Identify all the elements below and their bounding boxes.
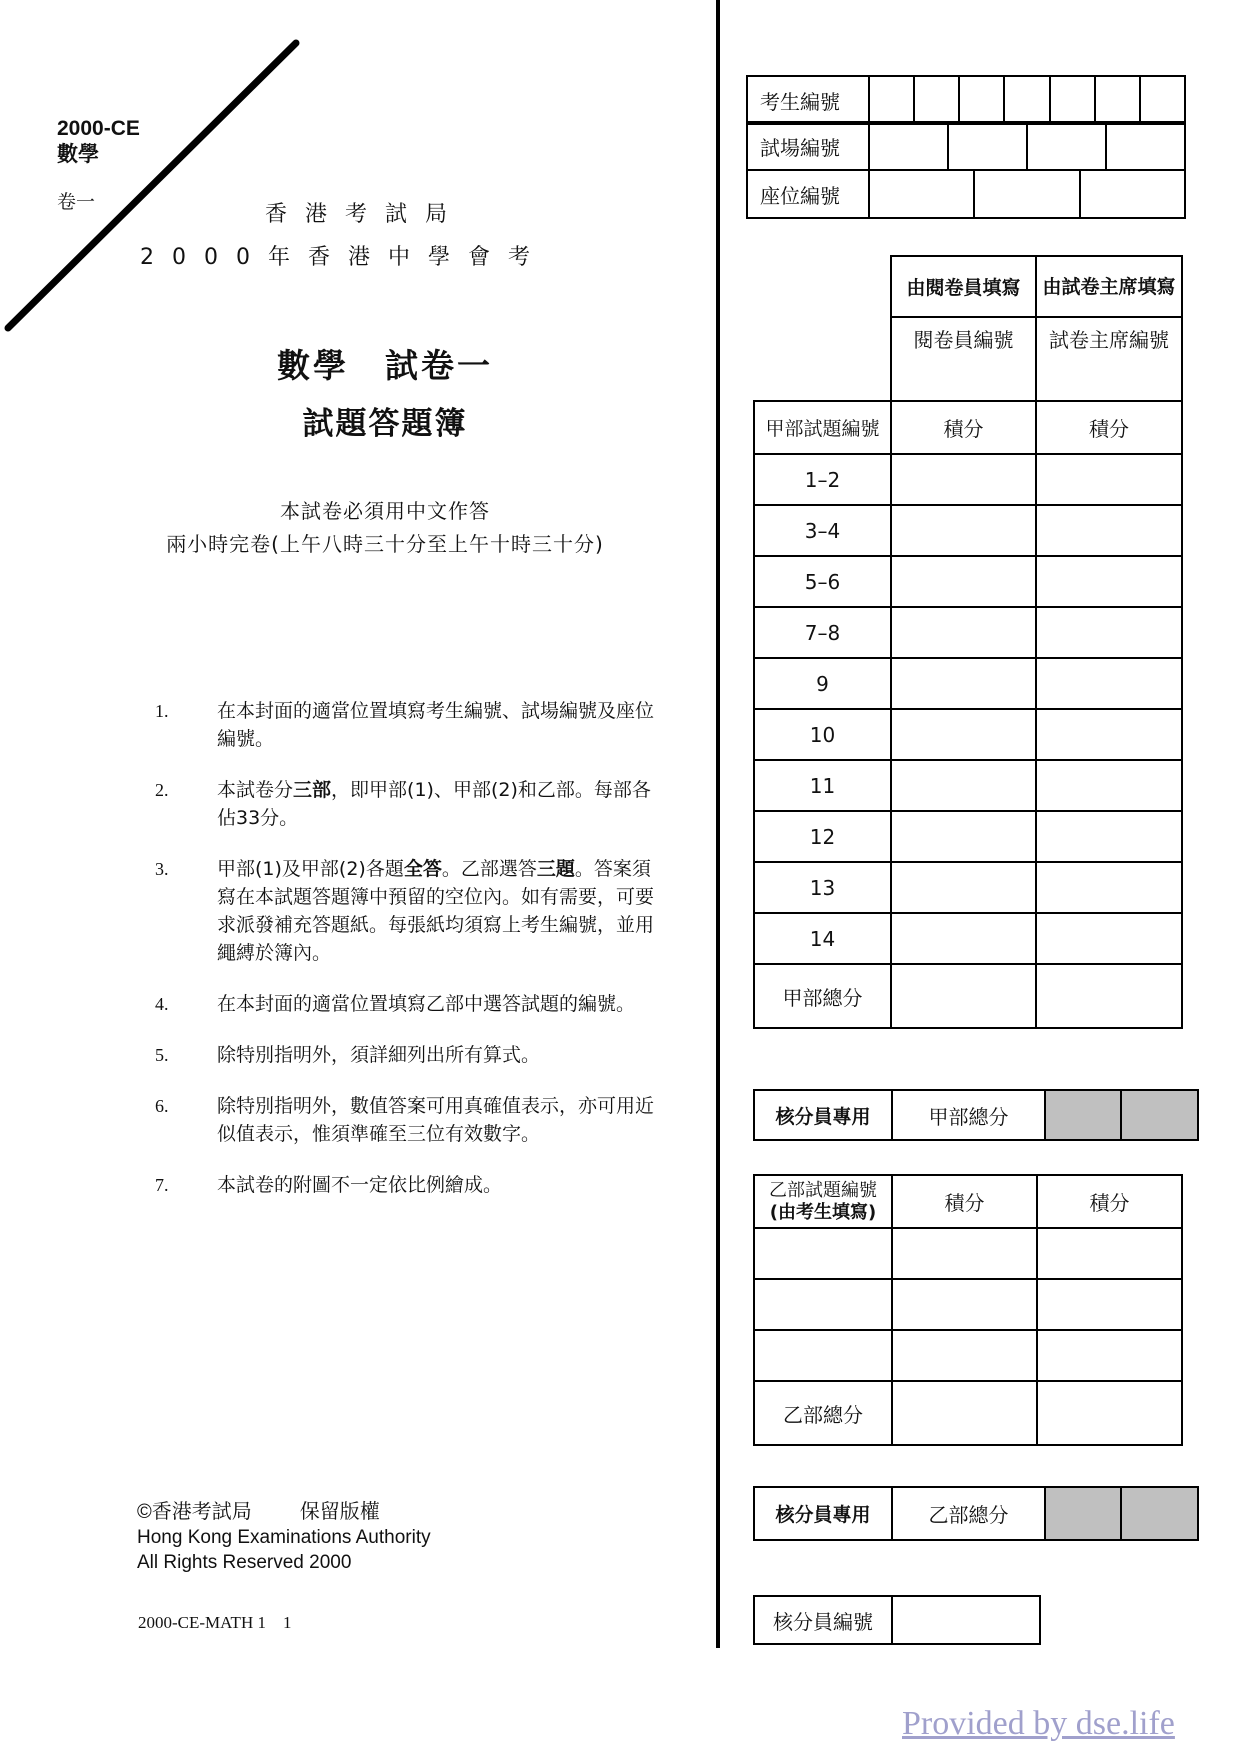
examiner-marks-header: 積分 [1036, 401, 1182, 454]
instruction-text [217, 697, 665, 753]
section-b-qno-cell[interactable] [754, 1228, 892, 1279]
table-row [754, 454, 1182, 505]
section-a-qno: 12 [754, 811, 891, 862]
instruction-fragment: 在本封面的適當位置填寫考生編號、試場編號及座位編號。 [217, 700, 655, 750]
paper-subject: 數學 [57, 143, 99, 166]
section-b-examiner-cell[interactable] [1037, 1228, 1182, 1279]
section-a-examiner-cell[interactable] [1036, 862, 1182, 913]
section-b-qno-note: (由考生填寫) [769, 1201, 877, 1223]
checker-a-cell[interactable] [1045, 1090, 1121, 1140]
section-a-marker-cell[interactable] [891, 709, 1036, 760]
page-divider [716, 0, 720, 1648]
marker-no-cell[interactable] [891, 317, 1036, 401]
section-a-qno: 10 [754, 709, 891, 760]
checker-b-box [753, 1486, 1199, 1541]
section-a-qno: 5–6 [754, 556, 891, 607]
section-a-qno: 13 [754, 862, 891, 913]
section-a-examiner-cell[interactable] [1036, 505, 1182, 556]
instruction-item [155, 1092, 665, 1148]
instruction-number: 5. [155, 1045, 169, 1065]
section-a-examiner-cell[interactable] [1036, 913, 1182, 964]
checker-no-label: 核分員編號 [754, 1596, 892, 1644]
section-a-marker-cell[interactable] [891, 811, 1036, 862]
section-a-examiner-cell[interactable] [1036, 556, 1182, 607]
section-a-marker-cell[interactable] [891, 556, 1036, 607]
instruction-fragment: 。答案須寫在本試題答題簿中預留的空位內。如有需要，可要求派發補充答題紙。每張紙均須寫上考生編號，並用繩縛於簿內。 [217, 858, 655, 964]
copyright-english-name: Hong Kong Examinations Authority [137, 1527, 431, 1548]
section-a-qno: 9 [754, 658, 891, 709]
instruction-item [155, 855, 665, 967]
checker-no-cell[interactable] [892, 1596, 1040, 1644]
checker-no-box [753, 1595, 1041, 1645]
section-b-examiner-cell[interactable] [1037, 1330, 1182, 1381]
centre-no-cell[interactable] [869, 122, 948, 170]
section-a-qno: 7–8 [754, 607, 891, 658]
copyright-authority: ©香港考試局 [137, 1501, 252, 1523]
time-note: 兩小時完卷(上午八時三十分至上午十時三十分) [166, 532, 604, 556]
section-a-marker-cell[interactable] [891, 454, 1036, 505]
checker-b-cell[interactable] [1121, 1487, 1198, 1540]
marker-no-label: 閱卷員編號 [913, 328, 1014, 352]
checker-a-cell[interactable] [1121, 1090, 1198, 1140]
instruction-emphasis: 三部 [293, 779, 332, 801]
instruction-text [217, 1041, 665, 1069]
instruction-fragment: 甲部(1)及甲部(2)各題 [217, 858, 404, 880]
instruction-item [155, 697, 665, 753]
section-a-examiner-cell[interactable] [1036, 658, 1182, 709]
instruction-fragment: 在本封面的適當位置填寫乙部中選答試題的編號。 [217, 993, 636, 1015]
paper-code-block [57, 116, 140, 216]
section-b-qno-cell[interactable] [754, 1279, 892, 1330]
candidate-no-label: 考生編號 [747, 76, 869, 124]
paper-code: 2000-CE [57, 117, 140, 140]
copyright-english-rights: All Rights Reserved 2000 [137, 1552, 352, 1573]
section-b-qno-label: 乙部試題編號 [769, 1179, 877, 1201]
paper-title: 數學 試卷一 [277, 346, 493, 385]
section-b-qno-cell[interactable] [754, 1330, 892, 1381]
seat-no-cell[interactable] [974, 170, 1079, 218]
section-a-marker-cell[interactable] [891, 607, 1036, 658]
seat-info-box [746, 169, 1186, 219]
copyright-block [137, 1500, 431, 1575]
watermark-link[interactable]: Provided by dse.life [902, 1705, 1175, 1742]
paper-subtitle: 試題答題簿 [302, 406, 468, 442]
section-a-qno-header: 甲部試題編號 [754, 401, 891, 454]
section-b-qno-header [754, 1175, 892, 1228]
instruction-fragment: 除特別指明外，須詳細列出所有算式。 [217, 1044, 541, 1066]
candidate-no-cell[interactable] [1095, 76, 1140, 124]
footer-code: 2000-CE-MATH 1 1 [138, 1613, 292, 1632]
instruction-fragment: 本試卷分 [217, 779, 294, 801]
section-a-qno: 3–4 [754, 505, 891, 556]
instruction-text [217, 855, 665, 967]
section-b-examiner-marks-header: 積分 [1037, 1175, 1182, 1228]
authority-name: 香港考試局 [265, 202, 466, 227]
marker-marks-header: 積分 [891, 401, 1036, 454]
checker-b-cell[interactable] [1045, 1487, 1121, 1540]
instruction-number: 4. [155, 994, 169, 1014]
seat-no-label: 座位編號 [747, 170, 869, 218]
checker-b-label: 核分員專用 [754, 1487, 892, 1540]
examiner-no-cell[interactable] [1036, 317, 1182, 401]
instruction-text [217, 776, 665, 832]
section-a-total-examiner-cell[interactable] [1036, 964, 1182, 1028]
table-row [754, 760, 1182, 811]
candidate-no-cell[interactable] [959, 76, 1004, 124]
candidate-no-cell[interactable] [1050, 76, 1095, 124]
instruction-number: 7. [155, 1175, 169, 1195]
section-a-examiner-cell[interactable] [1036, 709, 1182, 760]
instruction-emphasis: 全答 [403, 858, 442, 880]
section-a-total-label: 甲部總分 [754, 964, 891, 1028]
table-row [754, 862, 1182, 913]
instruction-number: 3. [155, 859, 169, 879]
section-a-total-marker-cell[interactable] [891, 964, 1036, 1028]
section-b-examiner-cell[interactable] [1037, 1279, 1182, 1330]
instruction-number: 6. [155, 1096, 169, 1116]
seat-no-cell[interactable] [869, 170, 974, 218]
exam-name: 2000年香港中學會考 [140, 245, 548, 270]
centre-info-box [746, 121, 1186, 171]
candidate-no-cell[interactable] [869, 76, 914, 124]
section-b-total-marker-cell[interactable] [892, 1381, 1037, 1445]
section-b-marks-table [753, 1174, 1183, 1446]
checker-a-total-label: 甲部總分 [892, 1090, 1045, 1140]
instruction-fragment: 。乙部選答 [441, 858, 537, 880]
section-b-marker-cell[interactable] [892, 1279, 1037, 1330]
section-b-total-label: 乙部總分 [754, 1381, 892, 1445]
copyright-reserved: 保留版權 [299, 1501, 380, 1523]
section-a-marker-cell[interactable] [891, 658, 1036, 709]
section-b-marker-cell[interactable] [892, 1330, 1037, 1381]
section-a-examiner-cell[interactable] [1036, 811, 1182, 862]
candidate-no-cell[interactable] [914, 76, 959, 124]
centre-no-cell[interactable] [948, 122, 1027, 170]
section-b-marker-cell[interactable] [892, 1228, 1037, 1279]
section-b-total-examiner-cell[interactable] [1037, 1381, 1182, 1445]
instruction-text [217, 1171, 665, 1199]
candidate-no-cell[interactable] [1004, 76, 1049, 124]
marker-header: 由閱卷員填寫 [891, 256, 1036, 317]
section-a-qno: 1–2 [754, 454, 891, 505]
table-row [754, 913, 1182, 964]
section-a-qno: 11 [754, 760, 891, 811]
table-row [754, 658, 1182, 709]
section-a-marker-cell[interactable] [891, 913, 1036, 964]
section-a-marker-cell[interactable] [891, 505, 1036, 556]
language-note: 本試卷必須用中文作答 [280, 499, 490, 523]
instruction-item [155, 1171, 665, 1199]
examiner-header: 由試卷主席填寫 [1036, 256, 1182, 317]
instruction-text [217, 990, 665, 1018]
instruction-fragment: 除特別指明外，數值答案可用真確值表示，亦可用近似值表示，惟須準確至三位有效數字。 [217, 1095, 655, 1145]
table-row [754, 709, 1182, 760]
table-row [754, 556, 1182, 607]
instruction-item [155, 1041, 665, 1069]
section-a-examiner-cell[interactable] [1036, 607, 1182, 658]
section-a-qno: 14 [754, 913, 891, 964]
table-row [754, 505, 1182, 556]
centre-no-cell[interactable] [1027, 122, 1106, 170]
centre-no-cell[interactable] [1106, 122, 1185, 170]
paper-number: 卷一 [57, 192, 96, 213]
instructions-list [155, 697, 665, 1222]
candidate-info-box [746, 75, 1186, 125]
checker-b-total-label: 乙部總分 [892, 1487, 1045, 1540]
section-a-marker-cell[interactable] [891, 862, 1036, 913]
section-a-examiner-cell[interactable] [1036, 454, 1182, 505]
section-a-marker-cell[interactable] [891, 760, 1036, 811]
instruction-fragment: ，即甲部(1)、甲部(2)和乙部。每部各佔33分。 [217, 779, 651, 829]
section-a-marks-table [753, 255, 1183, 1029]
section-b-marker-marks-header: 積分 [892, 1175, 1037, 1228]
table-row [754, 607, 1182, 658]
examiner-no-label: 試卷主席編號 [1049, 328, 1169, 352]
instruction-item [155, 990, 665, 1018]
instruction-item [155, 776, 665, 832]
diagonal-stroke [0, 0, 320, 340]
candidate-no-cell[interactable] [1140, 76, 1185, 124]
seat-no-cell[interactable] [1080, 170, 1185, 218]
instruction-emphasis: 三題 [536, 858, 575, 880]
checker-a-box [753, 1089, 1199, 1141]
instruction-fragment: 本試卷的附圖不一定依比例繪成。 [217, 1174, 503, 1196]
centre-no-label: 試場編號 [747, 122, 869, 170]
section-a-examiner-cell[interactable] [1036, 760, 1182, 811]
instruction-text [217, 1092, 665, 1148]
checker-a-label: 核分員專用 [754, 1090, 892, 1140]
instruction-number: 2. [155, 780, 169, 800]
table-row [754, 811, 1182, 862]
instruction-number: 1. [155, 701, 169, 721]
